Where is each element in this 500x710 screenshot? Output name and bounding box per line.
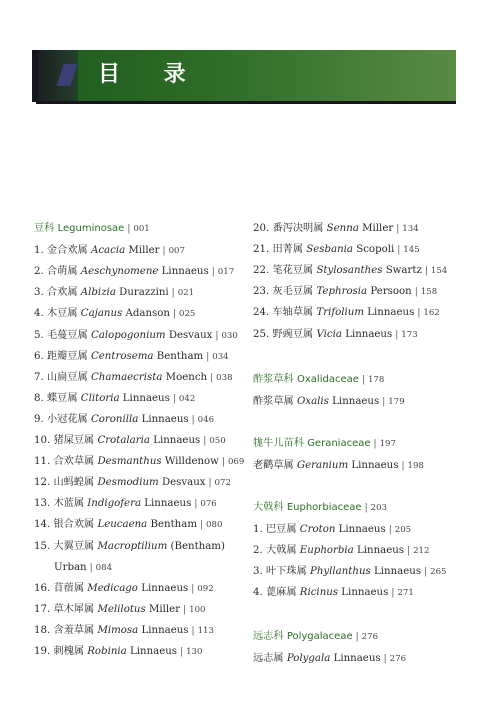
page-separator: |	[396, 224, 400, 234]
page-separator: |	[194, 499, 198, 510]
genus-author: Linnaeus	[332, 396, 380, 407]
genus-author: Linnaeus	[130, 646, 178, 657]
entry-number: 21.	[253, 244, 270, 256]
page-separator: |	[127, 224, 131, 234]
genus-latin-name: Ricinus	[299, 587, 339, 599]
toc-entry	[34, 392, 195, 406]
entry-number: 19.	[34, 646, 51, 657]
page-separator: |	[373, 439, 377, 449]
toc-entry	[34, 476, 231, 490]
page-number: 042	[178, 393, 196, 404]
entry-number: 10.	[34, 435, 51, 446]
page-number: 017	[217, 267, 235, 278]
genus-latin-name: Sesbania	[306, 244, 353, 256]
page-number: 271	[397, 588, 414, 599]
toc-entry	[253, 222, 419, 236]
genus-chinese-name: 田菁属	[272, 244, 304, 256]
genus-author: Linnaeus	[367, 307, 415, 319]
toc-entry	[34, 518, 222, 532]
genus-author: Linnaeus	[141, 624, 189, 636]
toc-entry	[34, 603, 206, 617]
genus-latin-name: Oxalis	[297, 396, 329, 407]
genus-chinese-name: 苜蓿属	[53, 582, 85, 594]
genus-chinese-name: 草木犀属	[53, 603, 95, 615]
page-number: 178	[367, 375, 385, 385]
page-separator: |	[388, 525, 392, 535]
genus-latin-name: Stylosanthes	[316, 265, 383, 277]
genus-chinese-name: 含羞草属	[53, 624, 95, 636]
page-separator: |	[183, 604, 187, 615]
entry-number: 3.	[253, 566, 263, 578]
entry-number: 8.	[34, 392, 44, 404]
genus-author: Bentham	[150, 519, 197, 531]
genus-chinese-name: 番泻决明属	[272, 223, 324, 234]
entry-number: 23.	[253, 286, 270, 298]
genus-author: Scopoli	[356, 244, 395, 256]
genus-latin-name: Centrosema	[90, 350, 154, 362]
genus-latin-name: Euphorbia	[299, 545, 354, 557]
page-number: 072	[214, 478, 231, 489]
family-heading	[253, 373, 384, 387]
banner-edge	[32, 50, 38, 102]
page-separator: |	[424, 266, 428, 277]
entry-number: 1.	[253, 524, 263, 535]
genus-author: Adanson	[125, 308, 170, 320]
toc-entry	[34, 413, 214, 427]
page-number: 100	[189, 604, 206, 615]
toc-entry	[34, 371, 233, 385]
genus-latin-name: Desmanthus	[97, 456, 162, 468]
page-number: 173	[401, 329, 418, 340]
genus-author: Miller	[128, 245, 160, 257]
page-separator: |	[383, 654, 387, 664]
page-number: 154	[430, 266, 448, 277]
toc-entry	[34, 624, 214, 638]
genus-author: Durazzini	[119, 287, 169, 299]
page-separator: |	[208, 478, 212, 489]
page-number: 021	[177, 288, 195, 299]
family-latin-name: Oxalidaceae	[297, 374, 359, 385]
page-separator: |	[180, 647, 184, 657]
toc-entry	[253, 328, 418, 342]
page-title: 目 录	[98, 62, 204, 87]
family-chinese-name: 酢浆草科	[253, 374, 294, 385]
page-separator: |	[215, 330, 219, 341]
genus-chinese-name: 车轴草属	[272, 307, 314, 319]
page-separator: |	[221, 457, 225, 468]
toc-entry	[34, 350, 229, 364]
banner-underline	[36, 101, 456, 104]
genus-latin-name: Robinia	[87, 646, 127, 657]
entry-number: 4.	[253, 587, 263, 599]
genus-author: Miller	[362, 223, 394, 234]
page-number: 034	[212, 351, 229, 362]
genus-author: Persoon	[370, 286, 412, 298]
family-chinese-name: 豆科	[34, 223, 55, 234]
genus-latin-name: Tephrosia	[316, 286, 368, 298]
genus-author: Linnaeus	[161, 266, 209, 278]
page-number: 076	[200, 499, 217, 510]
genus-author: Linnaeus	[345, 328, 393, 340]
family-latin-name: Geraniaceae	[307, 438, 371, 449]
entry-number: 20.	[253, 223, 270, 234]
toc-entry	[253, 565, 447, 579]
genus-chinese-name: 叶下珠属	[265, 566, 307, 578]
genus-chinese-name: 巴豆属	[265, 524, 297, 535]
genus-chinese-name: 木豆属	[46, 308, 78, 320]
entry-number: 11.	[34, 456, 51, 468]
toc-entry	[34, 645, 203, 659]
entry-number: 13.	[34, 498, 51, 510]
genus-latin-name: Vicia	[316, 328, 342, 340]
page-number: 007	[168, 246, 185, 257]
entry-number: 9.	[34, 413, 44, 425]
toc-entry	[34, 307, 195, 321]
genus-chinese-name: 大翼豆属	[53, 540, 95, 552]
toc-entry	[34, 265, 234, 279]
page-separator: |	[361, 375, 365, 385]
entry-number: 1.	[34, 245, 44, 257]
page-number: 198	[407, 461, 424, 471]
family-chinese-name: 大戟科	[253, 502, 284, 513]
entry-number: 7.	[34, 371, 44, 383]
genus-chinese-name: 野豌豆属	[272, 328, 314, 340]
genus-chinese-name: 距瓣豆属	[46, 350, 88, 362]
family-heading	[253, 501, 387, 515]
entry-number: 22.	[253, 265, 270, 277]
toc-entry	[34, 244, 185, 258]
genus-author: Bentham	[156, 350, 204, 362]
page-number: 046	[197, 414, 215, 425]
toc-entry	[34, 434, 226, 448]
genus-chinese-name: 合欢草属	[53, 456, 95, 468]
entry-number: 17.	[34, 603, 51, 615]
genus-author: Linnaeus	[122, 392, 170, 404]
genus-chinese-name: 合欢属	[46, 287, 78, 299]
page-number: 038	[216, 372, 233, 383]
genus-latin-name: Calopogonium	[90, 329, 166, 341]
genus-author: Willdenow	[164, 456, 219, 468]
genus-latin-name: Senna	[326, 223, 359, 234]
genus-latin-name: Melilotus	[97, 603, 146, 615]
genus-chinese-name: 银合欢属	[53, 519, 95, 531]
toc-entry	[253, 306, 440, 320]
page-separator: |	[171, 288, 175, 299]
toc-entry	[253, 544, 429, 558]
entry-number: 4.	[34, 308, 44, 320]
genus-latin-name: Chamaecrista	[90, 371, 163, 383]
page-separator: |	[191, 583, 195, 594]
genus-author: Linnaeus	[144, 498, 192, 510]
page-number: 158	[420, 287, 438, 298]
genus-latin-name: Desmodium	[97, 477, 159, 489]
entry-number: 25.	[253, 328, 270, 340]
genus-chinese-name: 木蓝属	[53, 498, 85, 510]
genus-chinese-name: 合萌属	[46, 266, 78, 278]
page-separator: |	[191, 625, 195, 636]
toc-entry	[253, 652, 406, 666]
genus-chinese-name: 蝶豆属	[46, 392, 78, 404]
page-separator: |	[382, 397, 386, 407]
toc-entry	[253, 586, 414, 600]
genus-chinese-name: 酢浆草属	[253, 396, 294, 407]
toc-entry	[34, 540, 225, 554]
genus-latin-name: Clitoria	[80, 392, 120, 404]
genus-chinese-name: 毛蔓豆属	[46, 329, 88, 341]
page-number: 092	[197, 583, 214, 594]
page-separator: |	[395, 329, 399, 340]
genus-latin-name: Mimosa	[97, 624, 139, 636]
page-separator: |	[172, 393, 176, 404]
page-number: 203	[370, 503, 388, 513]
page-number: 197	[379, 439, 396, 449]
page-number: 001	[133, 224, 150, 234]
page-separator: |	[211, 267, 215, 278]
genus-author: Desvaux	[161, 477, 206, 489]
genus-author: Linnaeus	[338, 524, 386, 535]
family-heading	[34, 222, 150, 236]
page-separator: |	[397, 245, 401, 256]
genus-latin-name: Coronilla	[90, 413, 139, 425]
page-separator: |	[203, 436, 207, 446]
page-separator: |	[401, 461, 405, 471]
genus-latin-name: Croton	[299, 524, 336, 535]
page-separator: |	[206, 351, 210, 362]
page-number: 145	[403, 245, 420, 256]
genus-author: (Bentham)	[170, 540, 225, 552]
page-number: 134	[402, 224, 419, 234]
genus-author: Swartz	[385, 265, 422, 277]
page-separator: |	[210, 372, 214, 383]
genus-latin-name: Trifolium	[316, 307, 365, 319]
toc-entry	[253, 264, 447, 278]
page-separator: |	[424, 567, 428, 578]
page-number: 080	[206, 520, 223, 531]
genus-author: Linnaeus	[153, 435, 201, 446]
genus-author: Miller	[148, 603, 181, 615]
genus-chinese-name: 远志属	[253, 653, 284, 664]
toc-entry	[34, 497, 217, 511]
page-separator: |	[364, 503, 368, 513]
genus-chinese-name: 金合欢属	[46, 245, 88, 257]
page-number: 030	[221, 330, 238, 341]
entry-number: 12.	[34, 477, 51, 489]
page-separator: |	[89, 562, 93, 573]
genus-chinese-name: 猪屎豆属	[53, 435, 95, 446]
genus-latin-name: Leucaena	[97, 519, 148, 531]
genus-latin-name: Crotalaria	[97, 435, 150, 446]
toc-entry	[34, 455, 244, 469]
page-number: 162	[423, 308, 440, 319]
entry-number: 24.	[253, 307, 270, 319]
family-chinese-name: 牻牛儿苗科	[253, 438, 304, 449]
genus-latin-name: Acacia	[90, 245, 126, 257]
page-number: 130	[186, 647, 203, 657]
genus-latin-name: Polygala	[286, 653, 331, 664]
page-number: 025	[178, 309, 196, 320]
page-separator: |	[414, 287, 418, 298]
entry-number: 3.	[34, 287, 44, 299]
genus-chinese-name: 刺槐属	[53, 646, 85, 657]
genus-author: Linnaeus	[374, 566, 422, 578]
page-number: 212	[413, 546, 430, 557]
genus-author: Linnaeus	[333, 653, 381, 664]
entry-number: 14.	[34, 519, 51, 531]
genus-latin-name: Indigofera	[87, 498, 142, 510]
genus-author: Urban	[54, 561, 87, 573]
toc-entry	[34, 286, 194, 300]
page-separator: |	[199, 520, 204, 531]
toc-entry	[253, 395, 405, 409]
genus-author: Linnaeus	[141, 582, 189, 594]
genus-latin-name: Phyllanthus	[309, 566, 371, 578]
page-number: 276	[361, 632, 379, 642]
genus-latin-name: Cajanus	[80, 308, 123, 320]
genus-author: Linnaeus	[341, 587, 389, 599]
genus-chinese-name: 老鹳草属	[253, 460, 294, 471]
entry-number: 2.	[253, 545, 263, 557]
page-number: 050	[209, 436, 226, 446]
genus-chinese-name: 山蚂蝗属	[53, 477, 95, 489]
page-separator: |	[355, 632, 359, 642]
page-separator: |	[191, 414, 195, 425]
entry-number: 5.	[34, 329, 44, 341]
entry-number: 18.	[34, 624, 51, 636]
page-number: 113	[197, 625, 214, 636]
page-number: 276	[389, 654, 407, 664]
genus-author: Linnaeus	[356, 545, 405, 557]
genus-author: Linnaeus	[141, 413, 189, 425]
toc-entry	[54, 561, 112, 575]
genus-chinese-name: 笔花豆属	[272, 265, 314, 277]
page-number: 069	[227, 457, 245, 468]
page-number: 265	[430, 567, 447, 578]
entry-number: 2.	[34, 266, 44, 278]
genus-chinese-name: 山扁豆属	[46, 371, 88, 383]
entry-number: 16.	[34, 582, 51, 594]
toc-entry	[253, 459, 424, 473]
genus-author: Moench	[165, 371, 208, 383]
page-separator: |	[391, 588, 395, 599]
toc-entry	[34, 329, 238, 343]
toc-entry	[253, 523, 411, 537]
family-latin-name: Polygalaceae	[286, 631, 353, 642]
page-separator: |	[172, 309, 176, 320]
genus-chinese-name: 大戟属	[265, 545, 297, 557]
genus-chinese-name: 蓖麻属	[265, 587, 297, 599]
toc-entry	[34, 582, 214, 596]
genus-latin-name: Medicago	[87, 582, 138, 594]
page-number: 084	[95, 562, 113, 573]
page-number: 205	[394, 525, 412, 535]
page-number: 179	[388, 397, 405, 407]
genus-latin-name: Geranium	[297, 460, 349, 471]
genus-latin-name: Macroptilium	[97, 540, 168, 552]
genus-chinese-name: 灰毛豆属	[272, 286, 314, 298]
entry-number: 6.	[34, 350, 44, 362]
entry-number: 15.	[34, 540, 51, 552]
family-latin-name: Euphorbiaceae	[286, 502, 362, 513]
genus-latin-name: Aeschynomene	[80, 266, 159, 278]
family-latin-name: Leguminosae	[57, 223, 125, 234]
genus-latin-name: Albizia	[80, 287, 116, 299]
toc-entry	[253, 285, 437, 299]
page-separator: |	[407, 546, 411, 557]
genus-chinese-name: 小冠花属	[46, 413, 88, 425]
page-separator: |	[417, 308, 421, 319]
genus-author: Desvaux	[168, 329, 213, 341]
family-chinese-name: 远志科	[253, 631, 284, 642]
toc-entry	[253, 243, 420, 257]
genus-author: Linnaeus	[351, 460, 399, 471]
family-heading	[253, 437, 396, 451]
page-separator: |	[162, 246, 166, 257]
family-heading	[253, 630, 378, 644]
